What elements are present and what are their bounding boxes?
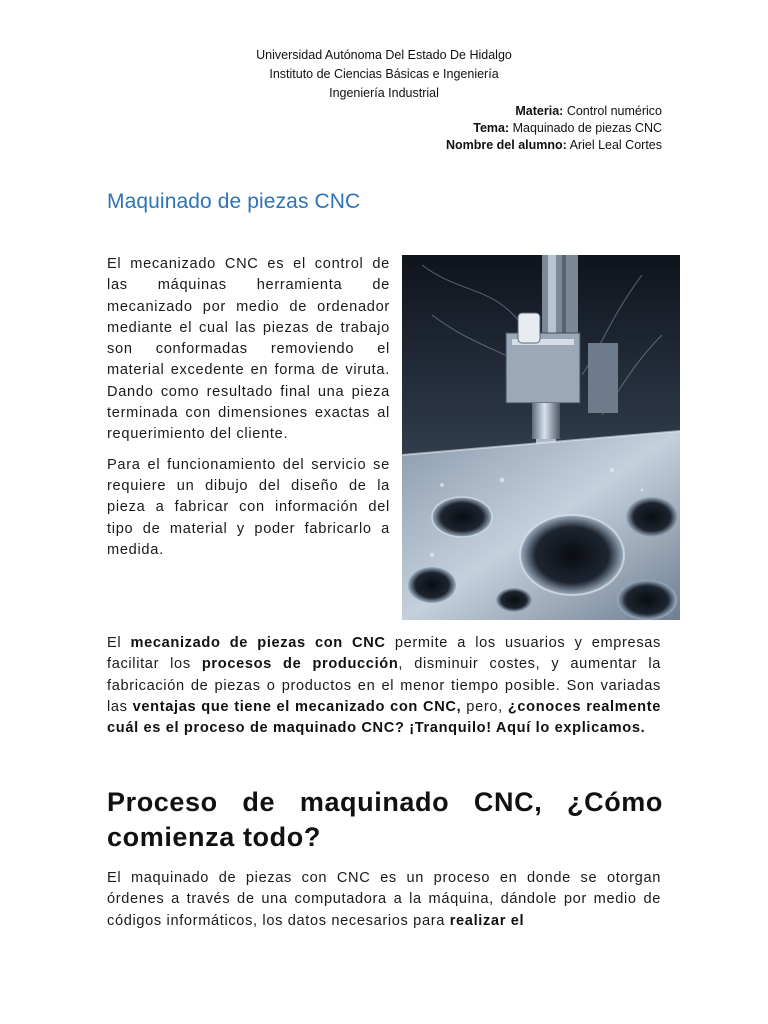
para3-text-3: , disminuir costes, y aumentar la fabricación de piezas o productos en el menor tiempo posible. Son variadas las <box>107 656 662 715</box>
intro-text <box>107 254 390 570</box>
topic-label: Tema: <box>473 121 510 135</box>
para3-emphasis-2: procesos de producción <box>201 656 399 673</box>
para3-emphasis-1: mecanizado de piezas con CNC <box>130 635 386 651</box>
subject-line <box>446 103 662 120</box>
para3-emphasis-3: ventajas que tiene el mecanizado con CNC, <box>132 698 462 715</box>
para3-emphasis-4: ¿conoces realmente cuál es el proceso de maquinado CNC? ¡Tranquilo! Aquí lo explicamos. <box>107 698 661 737</box>
program-name: Ingeniería Industrial <box>329 86 439 100</box>
student-line <box>446 137 662 154</box>
cnc-machine-photo <box>402 255 680 620</box>
para4-text-1: El maquinado de piezas con CNC es un proceso en donde se otorgan órdenes a través de una computadora a la máquina, dándole por medio de códigos informáticos, los datos necesarios para <box>107 870 661 929</box>
cnc-machine-illustration <box>402 255 680 620</box>
university-name: Universidad Autónoma Del Estado De Hidalgo <box>256 48 512 62</box>
student-value: Ariel Leal Cortes <box>569 138 662 152</box>
student-label: Nombre del alumno: <box>445 138 567 152</box>
cnc-benefits-paragraph <box>107 633 661 739</box>
subject-label: Materia: <box>515 104 564 118</box>
process-paragraph <box>107 868 661 932</box>
section-heading: Proceso de maquinado CNC, ¿Cómo comienza todo? <box>107 787 663 852</box>
institution-header <box>0 46 768 103</box>
subject-value: Control numérico <box>566 104 662 118</box>
topic-line <box>446 120 662 137</box>
institute-name: Instituto de Ciencias Básicas e Ingeniería <box>269 67 499 81</box>
course-info <box>446 103 662 154</box>
intro-paragraph-2: Para el funcionamiento del servicio se requiere un dibujo del diseño de la pieza a fabricar con información del tipo de material y poder fabricarlo a medida. <box>107 456 390 558</box>
topic-value: Maquinado de piezas CNC <box>512 121 662 135</box>
document-title: Maquinado de piezas CNC <box>107 190 361 213</box>
para3-text-1: El <box>107 635 131 651</box>
para4-emphasis-1: realizar el <box>449 912 525 929</box>
para3-text-4: pero, <box>461 698 508 715</box>
intro-paragraph-1: El mecanizado CNC es el control de las máquinas herramienta de mecanizado por medio de ordenador mediante el cual las piezas de trabajo son conformadas removiendo el material excedente en forma de viruta. Dando como resultado final una pieza terminada con dimensiones exactas al requerimiento del cliente. <box>107 256 390 443</box>
para3-text-2: permite a los usuarios y empresas facilitar los <box>107 635 661 673</box>
